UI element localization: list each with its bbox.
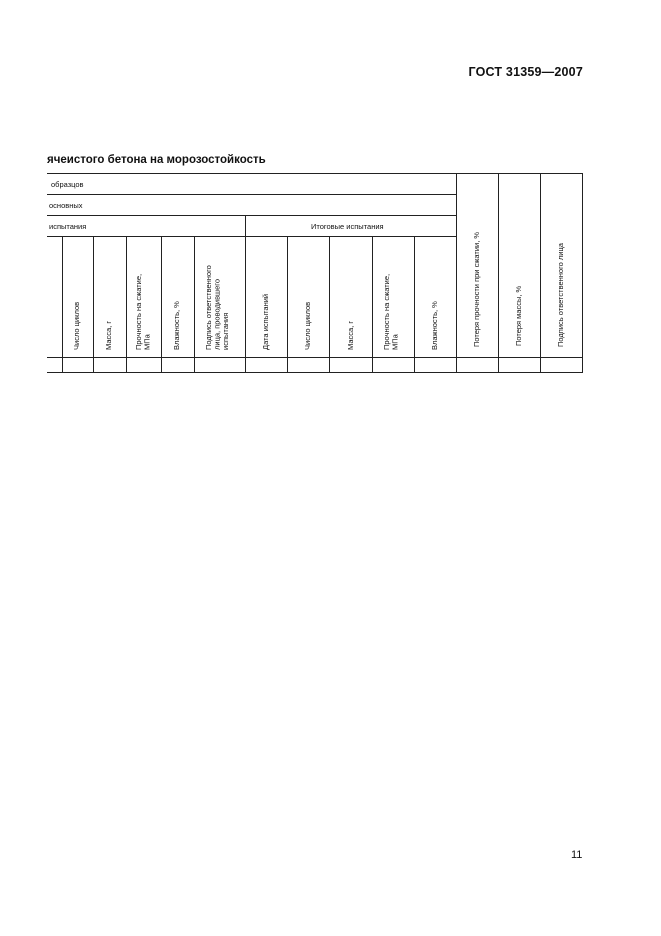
column-divider	[161, 236, 162, 373]
page-number: 11	[571, 849, 583, 861]
column-divider	[498, 173, 499, 373]
column-divider	[287, 236, 288, 373]
column-header-final-cycles: Число циклов	[303, 301, 312, 350]
column-header-strength-loss: Потеря прочности при сжатии, %	[472, 231, 481, 347]
column-header-cycles: Число циклов	[72, 301, 81, 350]
standard-code: ГОСТ 31359—2007	[468, 65, 583, 79]
column-header-final-strength: Прочность на сжатие, МПа	[382, 273, 400, 350]
column-header-signature-responsible: Подпись ответственного лица	[556, 243, 565, 347]
column-header-final-humidity: Влажность, %	[430, 301, 439, 350]
row-divider	[47, 194, 457, 195]
column-divider	[329, 236, 330, 373]
column-divider	[372, 236, 373, 373]
row-divider	[47, 215, 457, 216]
column-divider	[93, 236, 94, 373]
table-bottom-border	[47, 372, 583, 373]
frost-resistance-table	[0, 0, 661, 400]
samples-row-label: образцов	[51, 180, 84, 189]
row-divider	[47, 236, 457, 237]
table-top-border	[47, 173, 583, 174]
column-header-mass-loss: Потеря массы, %	[514, 285, 523, 346]
column-header-final-mass: Масса, г	[346, 320, 355, 350]
column-divider	[414, 236, 415, 373]
column-header-strength: Прочность на сжатие, МПа	[134, 273, 152, 350]
column-divider	[194, 236, 195, 373]
main-row-label: основных	[49, 201, 83, 210]
column-divider	[245, 215, 246, 373]
final-tests-label: Итоговые испытания	[311, 222, 384, 231]
table-caption: ячеистого бетона на морозостойкость	[47, 154, 266, 166]
column-divider	[456, 173, 457, 373]
column-divider	[126, 236, 127, 373]
column-header-signature-tester: Подпись ответственного лица, проводившего испытания	[204, 265, 230, 350]
column-header-mass: Масса, г	[104, 320, 113, 350]
test-row-label: испытания	[49, 222, 87, 231]
column-divider	[540, 173, 541, 373]
header-bottom-border	[47, 357, 583, 358]
column-header-humidity: Влажность, %	[172, 301, 181, 350]
column-divider	[62, 236, 63, 373]
column-header-test-date: Дата испытаний	[261, 293, 270, 350]
table-right-border	[582, 173, 583, 373]
